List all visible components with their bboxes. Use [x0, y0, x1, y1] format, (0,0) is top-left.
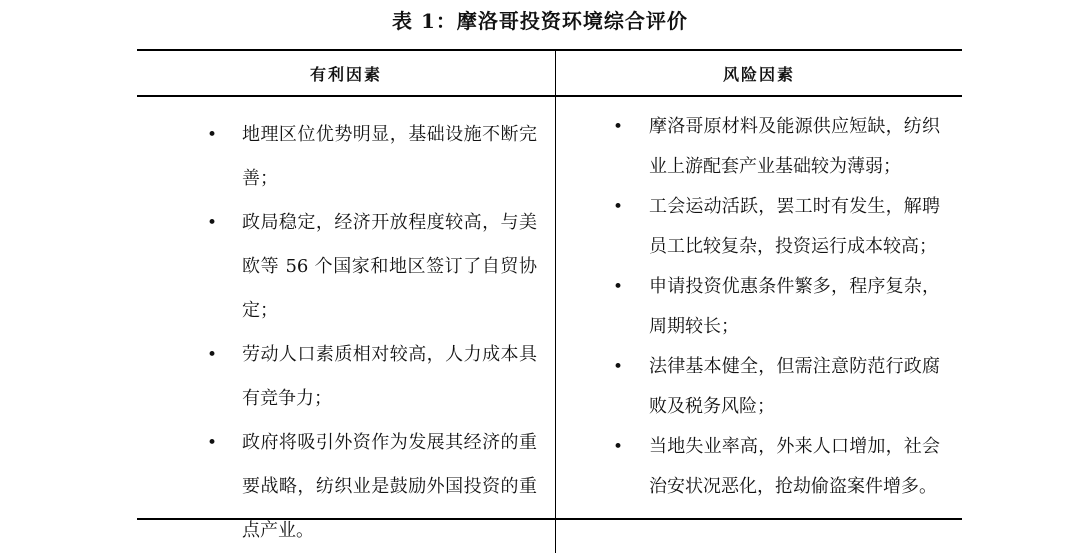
favorable-factors-cell: [137, 97, 556, 553]
list-item-text: 劳动人口素质相对较高，人力成本具有竞争力；: [242, 344, 537, 409]
bullet-icon: •: [613, 437, 624, 457]
bullet-icon: •: [207, 433, 218, 453]
table-header-row: [137, 51, 962, 97]
list-item: [556, 347, 962, 427]
page-title: 表 1：摩洛哥投资环境综合评价: [392, 9, 688, 33]
list-item: [556, 107, 962, 187]
bullet-icon: •: [207, 125, 218, 145]
bullet-icon: •: [613, 197, 624, 217]
list-item: [556, 267, 962, 347]
list-item-text: 政府将吸引外资作为发展其经济的重要战略，纺织业是鼓励外国投资的重点产业。: [242, 432, 537, 541]
list-item: [137, 333, 555, 421]
bullet-icon: •: [613, 277, 624, 297]
list-item-text: 法律基本健全，但需注意防范行政腐败及税务风险；: [649, 356, 940, 417]
list-item-text: 政局稳定，经济开放程度较高，与美欧等 56 个国家和地区签订了自贸协定；: [242, 212, 537, 321]
bullet-icon: •: [613, 357, 624, 377]
list-item-text: 地理区位优势明显，基础设施不断完善；: [242, 124, 537, 189]
column-header-risk: 风险因素: [722, 64, 795, 84]
list-item: [137, 421, 555, 553]
list-item: [556, 187, 962, 267]
list-item: [137, 201, 555, 333]
list-item-text: 申请投资优惠条件繁多，程序复杂，周期较长；: [649, 276, 940, 337]
table-body-row: [137, 97, 962, 553]
evaluation-table: [137, 49, 962, 541]
bullet-icon: •: [207, 213, 218, 233]
list-item: [137, 113, 555, 201]
list-item-text: 工会运动活跃，罢工时有发生，解聘员工比较复杂，投资运行成本较高；: [649, 196, 940, 257]
column-header-favorable: 有利因素: [137, 51, 556, 95]
bullet-icon: •: [207, 345, 218, 365]
list-item: [556, 427, 962, 507]
bullet-icon: •: [613, 117, 624, 137]
risk-factors-cell: [556, 97, 962, 553]
list-item-text: 摩洛哥原材料及能源供应短缺，纺织业上游配套产业基础较为薄弱；: [649, 116, 940, 177]
list-item-text: 当地失业率高，外来人口增加，社会治安状况恶化，抢劫偷盗案件增多。: [649, 436, 940, 497]
